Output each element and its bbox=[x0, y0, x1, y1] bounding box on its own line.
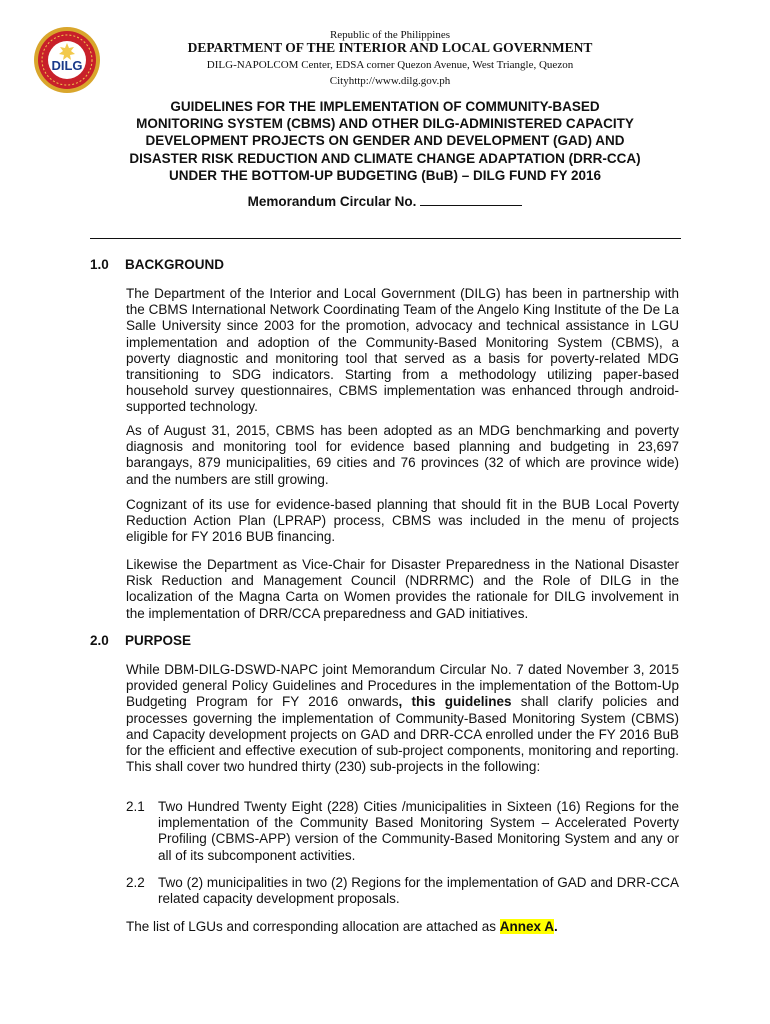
section-heading-background bbox=[90, 256, 224, 273]
list-item-text: Two (2) municipalities in two (2) Regions for the implementation of GAD and DRR-CCA related capacity development proposals. bbox=[158, 875, 679, 907]
purpose-intro-text-end: shall clarify policies and processes governing the implementation of Community-Based Monitoring System (CBMS) and Capacity development projects on GAD and DRR-CCA enrolled under the FY 2016 BuB for the efficient and effective execution of sub-project components, monitoring and reporting. This shall cover two hundred thirty (230) sub-projects in the following: bbox=[126, 694, 679, 775]
title-line: MONITORING SYSTEM (CBMS) AND OTHER DILG-ADMINISTERED CAPACITY bbox=[136, 116, 634, 132]
purpose-intro-text: While DBM-DILG-DSWD-NAPC joint Memorandum Circular No. 7 dated November 3, 2015 provided general Policy Guidelines and Procedures in the implementation of the Bottom-Up Budgeting Program for FY 2016 onwards bbox=[126, 662, 679, 710]
title-line: GUIDELINES FOR THE IMPLEMENTATION OF COMMUNITY-BASED bbox=[170, 99, 600, 114]
memorandum-number-blank bbox=[420, 193, 522, 206]
memorandum-circular-line bbox=[60, 193, 710, 211]
purpose-list-item bbox=[126, 875, 679, 907]
section-number: 1.0 bbox=[90, 257, 109, 272]
section-number: 2.0 bbox=[90, 633, 109, 648]
title-line: DEVELOPMENT PROJECTS ON GENDER AND DEVELOPMENT (GAD) AND bbox=[145, 133, 625, 149]
list-item-number: 2.1 bbox=[126, 799, 145, 814]
department-name: DEPARTMENT OF THE INTERIOR AND LOCAL GOVERNMENT bbox=[187, 40, 593, 55]
document-title bbox=[60, 98, 710, 184]
list-item-number: 2.2 bbox=[126, 875, 145, 890]
republic-line: Republic of the Philippines bbox=[329, 29, 451, 41]
title-line: DISASTER RISK REDUCTION AND CLIMATE CHANGE ADAPTATION (DRR-CCA) bbox=[129, 150, 641, 166]
background-paragraph: The Department of the Interior and Local Government (DILG) has been in partnership with the CBMS International Network Coordinating Team of the Angelo King Institute of the De La Salle University since 2003 for the promotion, advocacy and technical assistance in LGU implementation and adoption of the Community-Based Monitoring System (CBMS), a poverty diagnostic and monitoring tool that served as a basis for poverty-related MDG transitioning to SDG indicators. Starting from a methodology utilizing paper-based household survey questionnaires, CBMS implementation was enhanced through android-supported technology. bbox=[126, 286, 679, 415]
annex-period: . bbox=[553, 919, 558, 934]
background-paragraph: Cognizant of its use for evidence-based planning that should fit in the BUB Local Poverty Reduction Action Plan (LPRAP) process, CBMS was included in the menu of projects eligible for FY 2016 BUB financing. bbox=[126, 497, 679, 545]
annex-intro-text: The list of LGUs and corresponding allocation are attached as bbox=[126, 919, 500, 934]
section-title: BACKGROUND bbox=[125, 257, 224, 272]
annex-a-highlight: Annex A bbox=[499, 919, 554, 934]
annex-reference-paragraph bbox=[126, 919, 679, 935]
title-line: UNDER THE BOTTOM-UP BUDGETING (BuB) – DILG FUND FY 2016 bbox=[168, 167, 602, 183]
purpose-intro-bold: , this guidelines bbox=[398, 694, 512, 710]
section-heading-purpose bbox=[90, 632, 191, 649]
section-title: PURPOSE bbox=[125, 633, 192, 648]
seal-text: DILG bbox=[51, 58, 83, 73]
background-paragraph: As of August 31, 2015, CBMS has been adopted as an MDG benchmarking and poverty diagnosis and monitoring tool for evidence based planning and budgeting in 23,697 barangays, 879 municipalities, 69 cities and 76 provinces (32 of which are province wide) and the numbers are still growing. bbox=[126, 423, 679, 487]
purpose-paragraph bbox=[126, 662, 679, 775]
department-city-website: Cityhttp://www.dilg.gov.ph bbox=[329, 75, 451, 87]
list-item-text: Two Hundred Twenty Eight (228) Cities /municipalities in Sixteen (16) Regions for the implementation of the Community Based Monitoring System – Accelerated Poverty Profiling (CBMS-APP) version of the Community-Based Monitoring System and any or all of its subcomponent activities. bbox=[158, 799, 679, 863]
background-paragraph: Likewise the Department as Vice-Chair for Disaster Preparedness in the National Disaster Risk Reduction and Management Council (NDRRMC) and the Role of DILG in the localization of the Magna Carta on Women provides the rationale for DILG involvement in the implementation of DRR/CCA preparedness and GAD initiatives. bbox=[126, 557, 679, 621]
department-address: DILG-NAPOLCOM Center, EDSA corner Quezon Avenue, West Triangle, Quezon bbox=[206, 59, 574, 71]
memorandum-label: Memorandum Circular No. bbox=[247, 194, 417, 209]
purpose-list-item bbox=[126, 799, 679, 864]
horizontal-divider bbox=[90, 238, 681, 239]
dilg-seal-logo bbox=[33, 26, 101, 94]
